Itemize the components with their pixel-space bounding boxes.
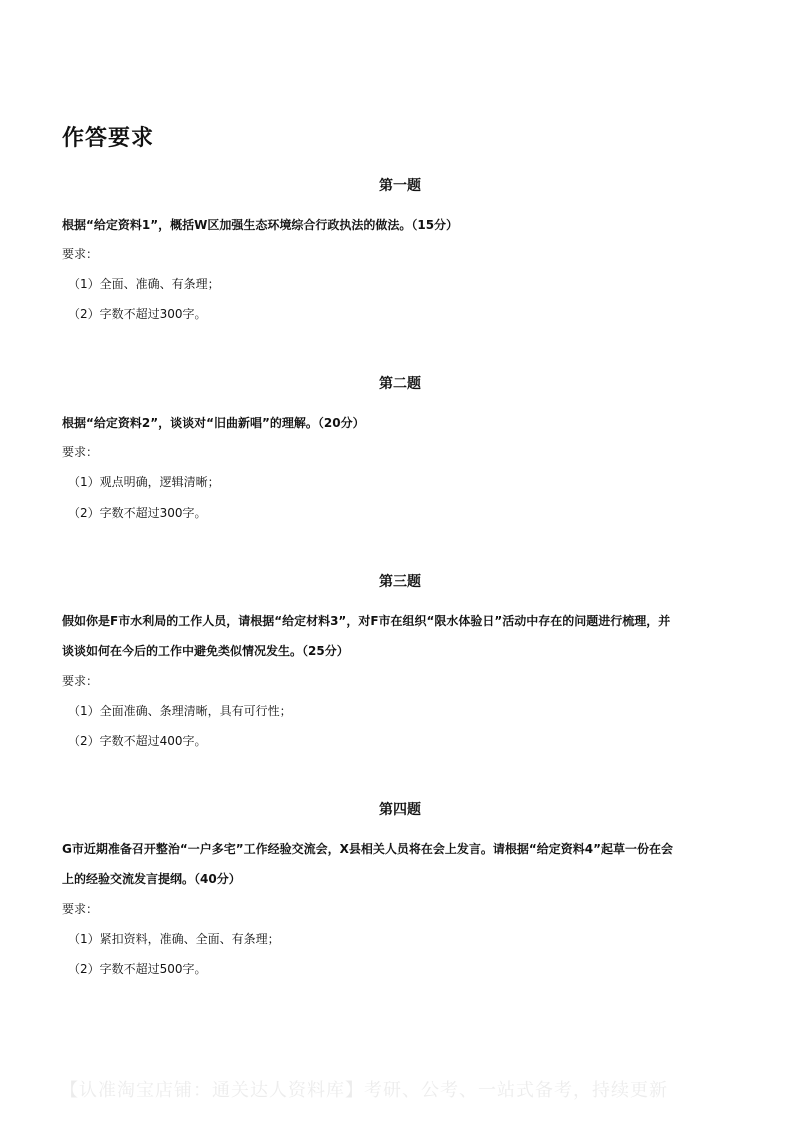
question-4-prompt-line-2: 上的经验交流发言提纲。（40分） (62, 872, 241, 886)
question-1-requirements-label: 要求： (62, 247, 99, 261)
question-2-prompt: 根据“给定资料2”，谈谈对“旧曲新唱”的理解。（20分） (62, 416, 365, 430)
question-4-requirement-1: （1）紧扣资料，准确、全面、有条理； (68, 932, 280, 946)
question-1-requirement-2: （2）字数不超过300字。 (68, 307, 207, 321)
question-3-requirement-1: （1）全面准确、条理清晰，具有可行性； (68, 704, 292, 718)
question-3-requirements-label: 要求： (62, 674, 99, 688)
question-4-requirement-2: （2）字数不超过500字。 (68, 962, 207, 976)
question-1-requirement-1: （1）全面、准确、有条理； (68, 277, 220, 291)
question-1-heading: 第一题 (379, 178, 421, 194)
question-3-requirement-2: （2）字数不超过400字。 (68, 734, 207, 748)
question-3-prompt-line-2: 谈谈如何在今后的工作中避免类似情况发生。（25分） (62, 644, 349, 658)
footer-watermark-banner: 【认准淘宝店铺：通关达人资料库】考研、公考、一站式备考，持续更新 (60, 1080, 668, 1101)
question-2-heading: 第二题 (379, 376, 421, 392)
question-2-requirement-2: （2）字数不超过300字。 (68, 506, 207, 520)
question-1-prompt: 根据“给定资料1”，概括W区加强生态环境综合行政执法的做法。（15分） (62, 218, 459, 232)
question-2-requirement-1: （1）观点明确，逻辑清晰； (68, 475, 220, 489)
question-3-prompt-line-1: 假如你是F市水利局的工作人员，请根据“给定材料3”，对F市在组织“限水体验日”活动中存在的问题进行梳理，并 (62, 614, 671, 628)
page-title: 作答要求 (62, 126, 155, 151)
question-4-requirements-label: 要求： (62, 902, 99, 916)
question-4-heading: 第四题 (379, 802, 421, 818)
question-4-prompt-line-1: G市近期准备召开整治“一户多宅”工作经验交流会，X县相关人员将在会上发言。请根据“给定资料4”起草一份在会 (62, 842, 674, 856)
question-3-heading: 第三题 (379, 574, 421, 590)
question-2-requirements-label: 要求： (62, 445, 99, 459)
